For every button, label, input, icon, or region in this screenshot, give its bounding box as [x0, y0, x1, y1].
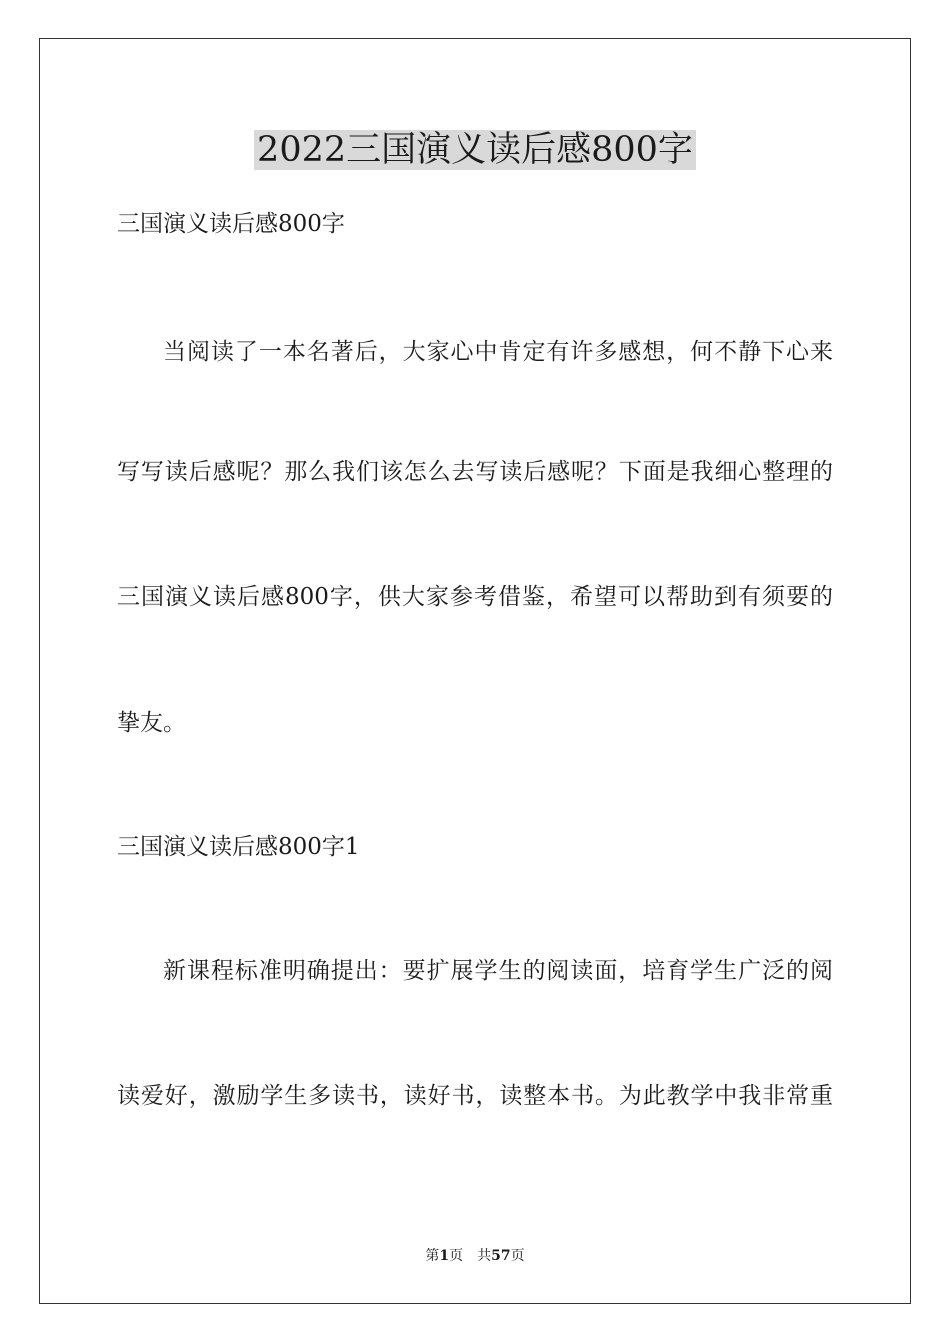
paragraph-line: 写写读后感呢？那么我们该怎么去写读后感呢？下面是我细心整理的 [117, 459, 833, 485]
page-footer [0, 1246, 950, 1266]
paragraph-line: 三国演义读后感800字，供大家参考借鉴，希望可以帮助到有须要的 [117, 584, 833, 610]
paragraph-line: 读爱好，激励学生多读书，读好书，读整本书。为此教学中我非常重 [117, 1083, 833, 1109]
paragraph-line: 当阅读了一本名著后，大家心中肯定有许多感想，何不静下心来 [163, 339, 833, 365]
total-unit: 页 [510, 1248, 525, 1264]
page-unit: 页 [449, 1248, 464, 1264]
document-title [0, 128, 950, 172]
current-page-number: 1 [439, 1248, 450, 1264]
page-prefix: 第 [425, 1248, 440, 1264]
subtitle-line: 三国演义读后感800字 [117, 211, 345, 237]
section-heading: 三国演义读后感800字1 [117, 834, 360, 860]
total-prefix: 共 [477, 1248, 492, 1264]
paragraph-line: 新课程标准明确提出：要扩展学生的阅读面，培育学生广泛的阅 [163, 958, 833, 984]
total-page-count: 57 [491, 1248, 511, 1264]
document-title-text: 2022三国演义读后感800字 [254, 130, 696, 170]
paragraph-line: 挚友。 [117, 710, 186, 736]
